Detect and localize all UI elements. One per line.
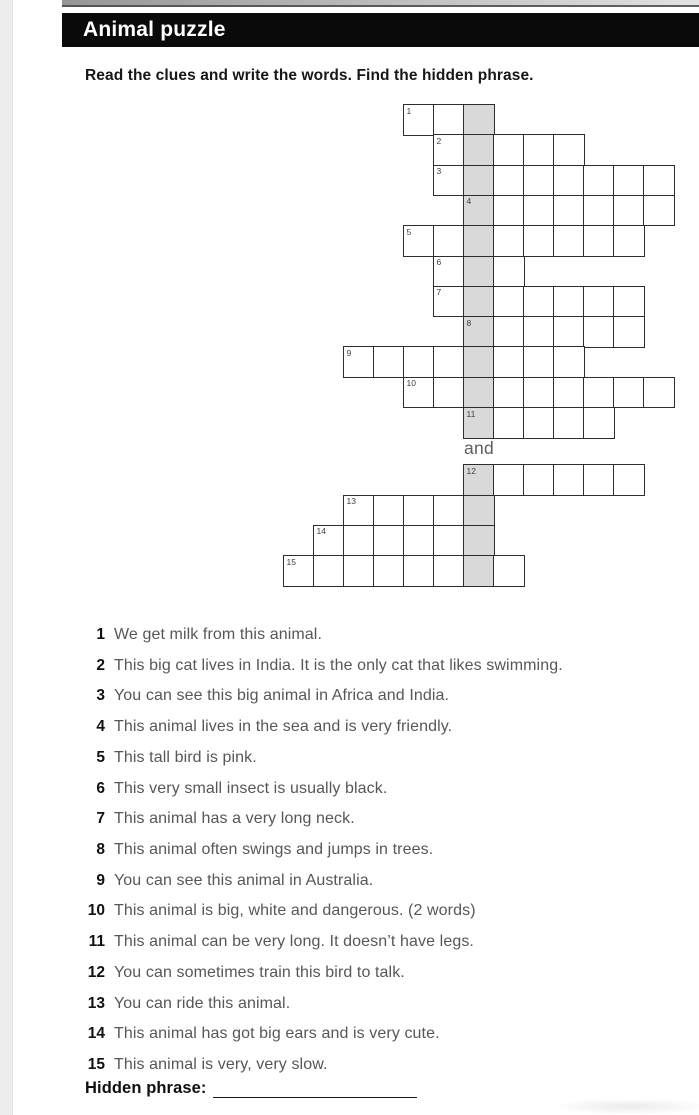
puzzle-cell — [523, 407, 555, 439]
puzzle-cell — [433, 525, 465, 557]
cell-number: 15 — [286, 556, 296, 567]
puzzle-cell — [493, 464, 525, 496]
puzzle-cell — [403, 225, 435, 257]
puzzle-cell-hidden-phrase — [463, 104, 495, 136]
cell-number: 14 — [316, 526, 326, 537]
clue-text: You can sometimes train this bird to talk. — [114, 963, 405, 981]
puzzle-cell — [553, 225, 585, 257]
puzzle-cell — [583, 195, 615, 227]
puzzle-cell — [493, 377, 525, 409]
puzzle-cell — [493, 195, 525, 227]
clue-item — [85, 779, 685, 810]
puzzle-cell-hidden-phrase — [463, 377, 495, 409]
puzzle-cell — [613, 195, 645, 227]
puzzle-cell — [343, 346, 375, 378]
cell-number: 1 — [406, 105, 412, 116]
cell-number: 2 — [436, 135, 442, 146]
clue-text: This animal can be very long. It doesn’t have legs. — [114, 933, 474, 951]
puzzle-cell — [553, 165, 585, 197]
puzzle-cell — [613, 225, 645, 257]
puzzle-cell — [523, 464, 555, 496]
puzzle-cell — [343, 555, 375, 587]
puzzle-cell — [553, 346, 585, 378]
clue-text: We get milk from this animal. — [114, 626, 322, 643]
puzzle-cell — [613, 286, 645, 318]
puzzle-cell — [493, 165, 525, 197]
puzzle-cell-hidden-phrase — [463, 286, 495, 318]
puzzle-cell-hidden-phrase — [463, 525, 495, 557]
cell-number: 12 — [466, 465, 476, 476]
puzzle-cell — [613, 165, 645, 197]
cell-number: 6 — [436, 257, 442, 267]
puzzle-cell — [613, 377, 645, 409]
cell-number: 10 — [406, 378, 416, 389]
puzzle-cell — [493, 256, 525, 288]
puzzle-cell — [433, 165, 465, 197]
instruction-text: Read the clues and write the words. Find the hidden phrase. — [85, 67, 534, 84]
clue-number: 7 — [96, 810, 105, 828]
puzzle-cell-hidden-phrase — [463, 165, 495, 197]
puzzle-cell — [553, 407, 585, 439]
puzzle-cell-hidden-phrase — [463, 195, 495, 227]
puzzle-cell — [523, 316, 555, 348]
puzzle-cell — [553, 377, 585, 409]
puzzle-cell-hidden-phrase — [463, 495, 495, 527]
puzzle-cell — [613, 464, 645, 496]
clue-item — [85, 840, 685, 871]
puzzle-cell — [643, 377, 675, 409]
puzzle-cell — [553, 286, 585, 318]
hidden-phrase-row — [85, 1079, 417, 1098]
puzzle-cell — [553, 134, 585, 166]
puzzle-cell — [553, 464, 585, 496]
clue-number: 10 — [87, 902, 105, 920]
clue-item — [85, 625, 685, 656]
clue-text: This animal has got big ears and is very cute. — [114, 1025, 440, 1043]
puzzle-cell — [403, 346, 435, 378]
puzzle-cell — [373, 346, 405, 378]
clue-item — [85, 932, 685, 963]
clue-number: 3 — [96, 687, 105, 705]
puzzle-cell — [553, 195, 585, 227]
clue-number: 9 — [96, 871, 105, 889]
clue-text: This very small insect is usually black. — [114, 779, 388, 797]
clue-text: This big cat lives in India. It is the only cat that likes swimming. — [114, 656, 563, 674]
cell-number: 8 — [466, 317, 472, 328]
puzzle-cell — [433, 104, 465, 136]
puzzle-cell — [583, 225, 615, 257]
puzzle-cell — [433, 555, 465, 587]
puzzle-cell — [343, 525, 375, 557]
clue-text: This animal is big, white and dangerous. (2 words) — [114, 902, 476, 920]
puzzle-cell — [343, 495, 375, 527]
cell-number: 9 — [346, 347, 352, 358]
hidden-phrase-label: Hidden phrase: — [85, 1079, 207, 1097]
cell-number: 5 — [406, 226, 412, 237]
puzzle-cell — [493, 407, 525, 439]
clue-list — [85, 625, 685, 1086]
clue-number: 12 — [87, 963, 105, 981]
puzzle-cell — [403, 555, 435, 587]
cell-number: 7 — [436, 287, 442, 298]
puzzle-cell — [523, 165, 555, 197]
clue-item — [85, 656, 685, 687]
puzzle-cell — [433, 377, 465, 409]
puzzle-cell — [433, 256, 465, 288]
clue-number: 8 — [96, 841, 105, 859]
puzzle-cell-hidden-phrase — [463, 407, 495, 439]
puzzle-cell — [523, 225, 555, 257]
puzzle-cell — [433, 286, 465, 318]
puzzle-cell — [523, 195, 555, 227]
puzzle-cell — [403, 525, 435, 557]
cell-number: 4 — [466, 196, 472, 207]
clue-number: 11 — [88, 933, 105, 951]
page-left-margin — [0, 0, 13, 1115]
puzzle-cell — [493, 134, 525, 166]
puzzle-cell-hidden-phrase — [463, 555, 495, 587]
puzzle-cell — [493, 555, 525, 587]
clue-item — [85, 1024, 685, 1055]
clue-text: This animal has a very long neck. — [114, 810, 355, 828]
cell-number: 13 — [346, 496, 356, 507]
puzzle-cell-hidden-phrase — [463, 256, 495, 288]
title-bar — [62, 13, 699, 47]
clue-text: You can ride this animal. — [114, 994, 291, 1012]
page-title: Animal puzzle — [83, 18, 226, 41]
clue-number: 1 — [96, 626, 105, 643]
puzzle-cell-hidden-phrase — [463, 316, 495, 348]
and-divider-label: and — [463, 438, 495, 458]
clue-text: This animal is very, very slow. — [114, 1056, 328, 1074]
page-top-edge — [62, 0, 699, 7]
puzzle-cell — [493, 316, 525, 348]
puzzle-cell — [313, 525, 345, 557]
puzzle-cell — [403, 377, 435, 409]
clue-item — [85, 901, 685, 932]
puzzle-cell — [583, 286, 615, 318]
clue-item — [85, 717, 685, 748]
puzzle-cell — [493, 286, 525, 318]
puzzle-cell — [373, 555, 405, 587]
puzzle-cell-hidden-phrase — [463, 134, 495, 166]
clue-text: This animal often swings and jumps in trees. — [114, 841, 434, 859]
clue-item — [85, 686, 685, 717]
clue-number: 5 — [96, 748, 105, 766]
puzzle-cell — [493, 346, 525, 378]
clue-number: 15 — [87, 1056, 105, 1074]
puzzle-cell — [403, 104, 435, 136]
puzzle-cell — [523, 346, 555, 378]
puzzle-cell — [313, 555, 345, 587]
puzzle-cell — [643, 165, 675, 197]
puzzle-cell-hidden-phrase — [463, 225, 495, 257]
cell-number: 3 — [436, 166, 442, 177]
clue-number: 13 — [87, 994, 105, 1012]
puzzle-cell — [553, 316, 585, 348]
clue-item — [85, 748, 685, 779]
cell-number: 11 — [466, 408, 476, 419]
clue-number: 4 — [96, 718, 105, 736]
puzzle-cell — [583, 165, 615, 197]
puzzle-cell — [583, 407, 615, 439]
puzzle-cell-hidden-phrase — [463, 346, 495, 378]
puzzle-cell-hidden-phrase — [463, 464, 495, 496]
clue-item — [85, 871, 685, 902]
puzzle-cell — [373, 495, 405, 527]
puzzle-cell — [523, 377, 555, 409]
clue-text: You can see this animal in Australia. — [114, 871, 374, 889]
clue-number: 2 — [96, 656, 105, 674]
clue-item — [85, 809, 685, 840]
scan-artifact — [550, 1098, 699, 1115]
puzzle-cell — [283, 555, 315, 587]
puzzle-cell — [583, 377, 615, 409]
puzzle-cell — [433, 225, 465, 257]
puzzle-cell — [373, 525, 405, 557]
hidden-phrase-answer-line — [213, 1082, 417, 1098]
puzzle-cell — [433, 134, 465, 166]
puzzle-cell — [643, 195, 675, 227]
clue-item — [85, 994, 685, 1025]
puzzle-cell — [523, 286, 555, 318]
clue-text: You can see this big animal in Africa and India. — [114, 687, 450, 705]
puzzle-cell — [583, 464, 615, 496]
puzzle-cell — [403, 495, 435, 527]
puzzle-cell — [493, 225, 525, 257]
puzzle-cell — [433, 346, 465, 378]
clue-item — [85, 963, 685, 994]
puzzle-cell — [433, 495, 465, 527]
puzzle-cell — [613, 316, 645, 348]
clue-number: 6 — [96, 779, 105, 797]
clue-number: 14 — [87, 1025, 105, 1043]
puzzle-cell — [583, 316, 615, 348]
puzzle-cell — [523, 134, 555, 166]
clue-text: This tall bird is pink. — [114, 748, 257, 766]
clue-text: This animal lives in the sea and is very friendly. — [114, 718, 453, 736]
